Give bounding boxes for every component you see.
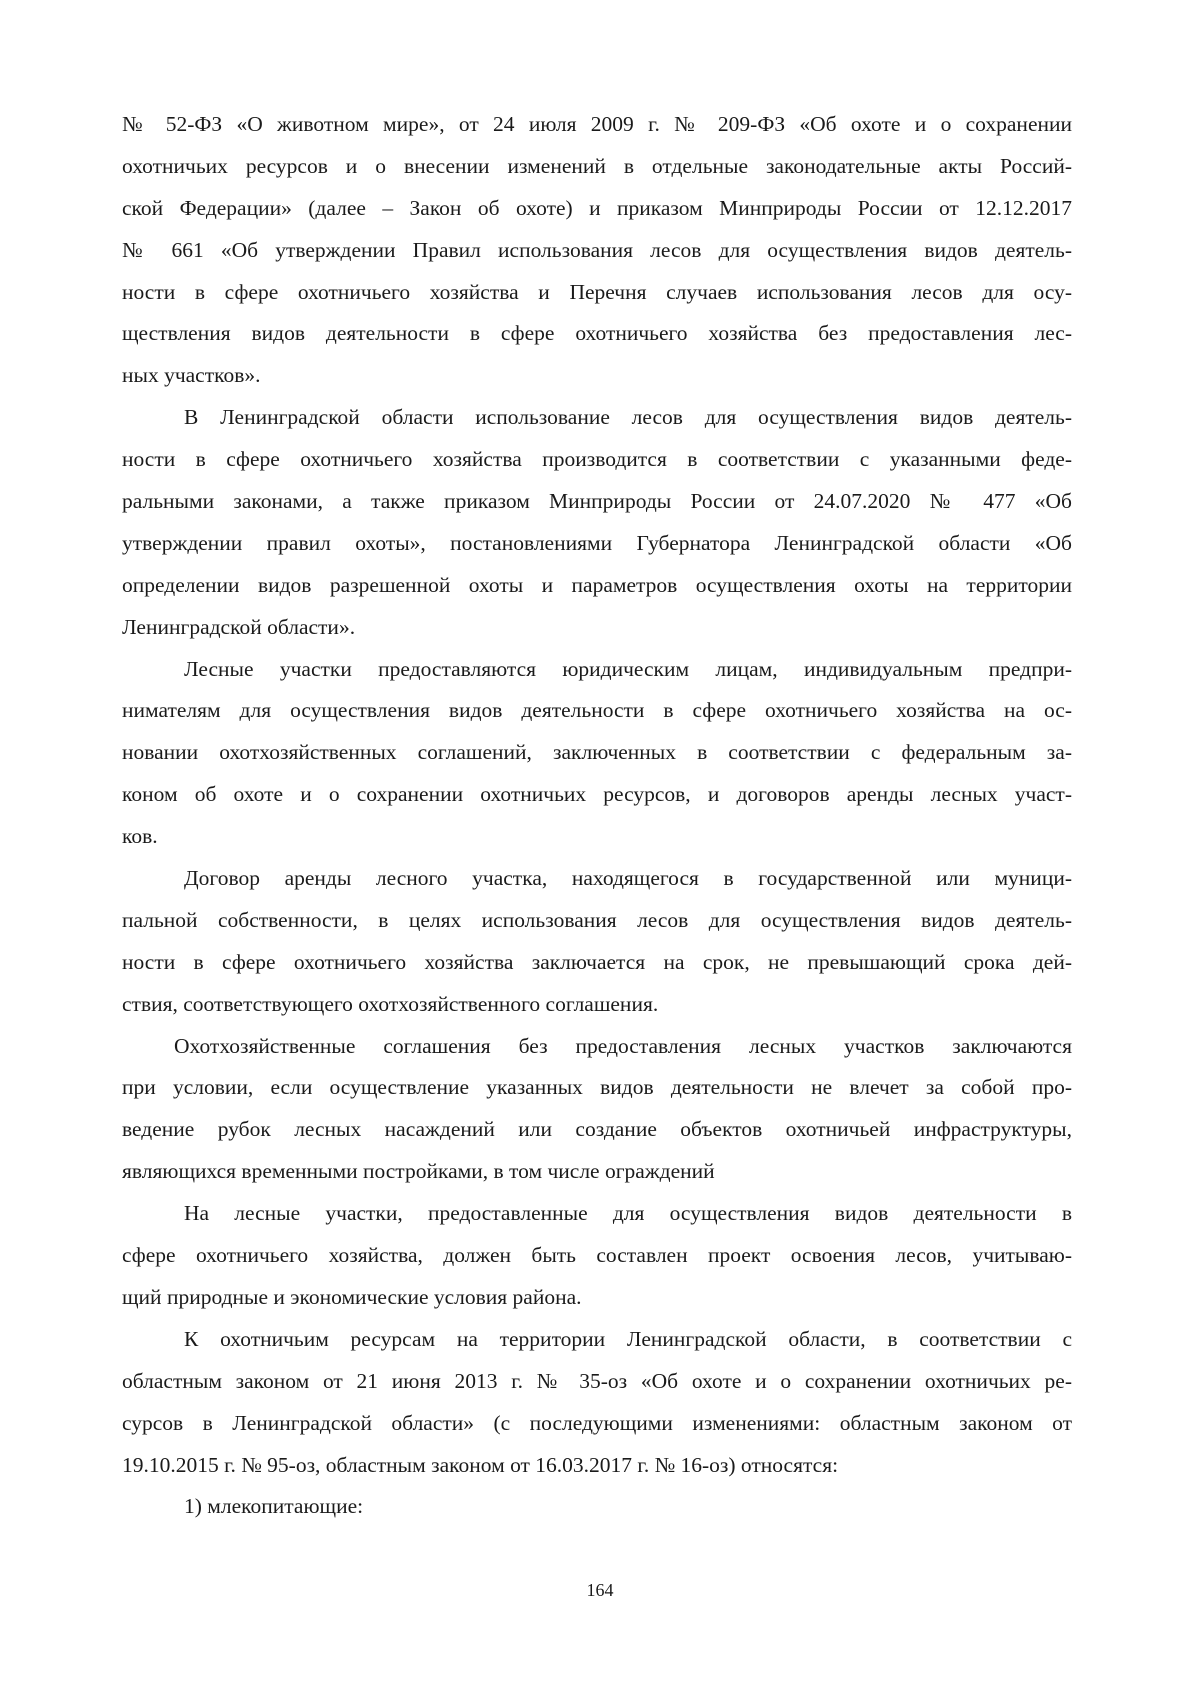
paragraph-7-line: сурсов в Ленинградской области» (с последующими изменениями: областным законом от bbox=[122, 1410, 1072, 1435]
paragraph-2-line: Ленинградской области». bbox=[122, 614, 356, 639]
paragraph-7-line: областным законом от 21 июня 2013 г. № 35-оз «Об охоте и о сохранении охотничьих ре- bbox=[122, 1368, 1072, 1393]
paragraph-2-line: В Ленинградской области использование лесов для осуществления видов деятель- bbox=[184, 405, 1072, 430]
paragraph-1-line: ности в сфере охотничьего хозяйства и Перечня случаев использования лесов для осу- bbox=[122, 279, 1072, 304]
paragraph-1-line: ществления видов деятельности в сфере охотничьего хозяйства без предоставления лес- bbox=[122, 321, 1072, 346]
paragraph-1-line: № 661 «Об утверждении Правил использования лесов для осуществления видов деятель- bbox=[122, 237, 1072, 262]
paragraph-2-line: утверждении правил охоты», постановлениями Губернатора Ленинградской области «Об bbox=[122, 530, 1072, 555]
paragraph-4-line: ствия, соответствующего охотхозяйственного соглашения. bbox=[122, 991, 659, 1016]
paragraph-3-line: коном об охоте и о сохранении охотничьих ресурсов, и договоров аренды лесных участ- bbox=[122, 782, 1072, 807]
paragraph-1-line: ных участков». bbox=[122, 363, 261, 388]
paragraph-4-line: пальной собственности, в целях использования лесов для осуществления видов деятель- bbox=[122, 907, 1072, 932]
paragraph-2-line: определении видов разрешенной охоты и параметров осуществления охоты на территории bbox=[122, 572, 1072, 597]
paragraph-7-line: 19.10.2015 г. № 95-оз, областным законом от 16.03.2017 г. № 16-оз) относятся: bbox=[122, 1452, 839, 1477]
paragraph-2-line: ности в сфере охотничьего хозяйства производится в соответствии с указанными феде- bbox=[122, 447, 1072, 472]
paragraph-6-line: На лесные участки, предоставленные для осуществления видов деятельности в bbox=[184, 1201, 1072, 1226]
body-text bbox=[122, 104, 1072, 1528]
paragraph-5-line: при условии, если осуществление указанных видов деятельности не влечет за собой про- bbox=[122, 1075, 1072, 1100]
paragraph-5-line: являющихся временными постройками, в том числе ограждений bbox=[122, 1159, 715, 1184]
paragraph-4-line: ности в сфере охотничьего хозяйства заключается на срок, не превышающий срока дей- bbox=[122, 949, 1072, 974]
paragraph-3-line: нимателям для осуществления видов деятельности в сфере охотничьего хозяйства на ос- bbox=[122, 698, 1072, 723]
paragraph-6-line: сфере охотничьего хозяйства, должен быть составлен проект освоения лесов, учитываю- bbox=[122, 1243, 1072, 1268]
paragraph-3-line: новании охотхозяйственных соглашений, заключенных в соответствии с федеральным за- bbox=[122, 740, 1072, 765]
paragraph-7-line: К охотничьим ресурсам на территории Ленинградской области, в соответствии с bbox=[184, 1326, 1072, 1351]
paragraph-5-line: Охотхозяйственные соглашения без предоставления лесных участков заключаются bbox=[174, 1033, 1072, 1058]
paragraph-1-line: ской Федерации» (далее – Закон об охоте) и приказом Минприроды России от 12.12.2017 bbox=[122, 195, 1072, 220]
paragraph-8-line: 1) млекопитающие: bbox=[184, 1494, 364, 1519]
paragraph-3-line: ков. bbox=[122, 824, 158, 849]
paragraph-5-line: ведение рубок лесных насаждений или создание объектов охотничьей инфраструктуры, bbox=[122, 1117, 1072, 1142]
paragraph-1-line: охотничьих ресурсов и о внесении изменений в отдельные законодательные акты Россий- bbox=[122, 153, 1072, 178]
paragraph-6-line: щий природные и экономические условия района. bbox=[122, 1284, 582, 1309]
page-number: 164 bbox=[586, 1580, 614, 1600]
paragraph-4-line: Договор аренды лесного участка, находящегося в государственной или муници- bbox=[184, 866, 1072, 891]
paragraph-3-line: Лесные участки предоставляются юридическим лицам, индивидуальным предпри- bbox=[184, 656, 1072, 681]
paragraph-1-line: № 52-ФЗ «О животном мире», от 24 июля 2009 г. № 209-ФЗ «Об охоте и о сохранении bbox=[122, 112, 1072, 136]
paragraph-2-line: ральными законами, а также приказом Минприроды России от 24.07.2020 № 477 «Об bbox=[122, 489, 1072, 514]
